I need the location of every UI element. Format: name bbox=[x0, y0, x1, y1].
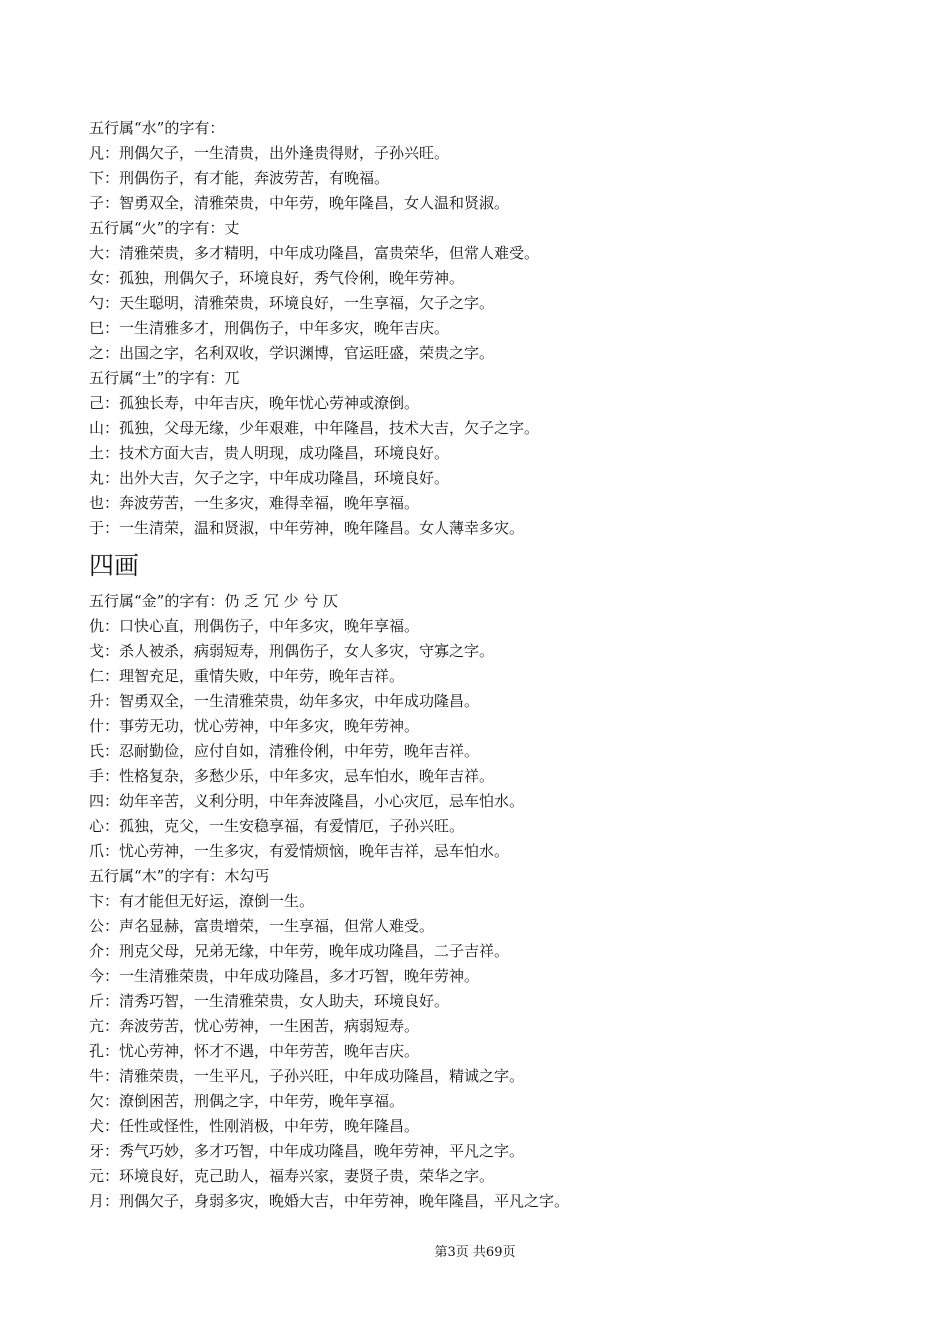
page-number-footer: 第3页 共69页 bbox=[434, 1245, 516, 1260]
character-entry: 牛：清雅荣贵，一生平凡，子孙兴旺，中年成功隆昌，精诚之字。 bbox=[89, 1067, 525, 1085]
element-group-title: 五行属“火”的字有：丈 bbox=[89, 219, 240, 237]
character-entry: 勺：天生聪明，清雅荣贵，环境良好，一生享福，欠子之字。 bbox=[89, 294, 495, 312]
character-entry: 今：一生清雅荣贵，中年成功隆昌，多才巧智，晚年劳神。 bbox=[89, 967, 480, 985]
character-entry: 山：孤独，父母无缘，少年艰难，中年隆昌，技术大吉，欠子之字。 bbox=[89, 419, 540, 437]
character-entry: 心：孤独，克父，一生安稳享福，有爱情厄，子孙兴旺。 bbox=[89, 817, 465, 835]
character-entry: 欠：潦倒困苦，刑偶之字，中年劳，晚年享福。 bbox=[89, 1092, 405, 1110]
character-entry: 四：幼年辛苦，义利分明，中年奔波隆昌，小心灾厄，忌车怕水。 bbox=[89, 792, 525, 810]
character-entry: 之：出国之字，名利双收，学识渊博，官运旺盛，荣贵之字。 bbox=[89, 344, 495, 362]
character-entry: 孔：忧心劳神，怀才不遇，中年劳苦，晚年吉庆。 bbox=[89, 1042, 420, 1060]
character-entry: 氏：忍耐勤俭，应付自如，清雅伶俐，中年劳，晚年吉祥。 bbox=[89, 742, 480, 760]
character-entry: 升：智勇双全，一生清雅荣贵，幼年多灾，中年成功隆昌。 bbox=[89, 692, 480, 710]
character-entry: 土：技术方面大吉，贵人明现，成功隆昌，环境良好。 bbox=[89, 444, 450, 462]
element-group-title: 五行属“金”的字有：仍 乏 冗 少 兮 仄 bbox=[89, 592, 339, 610]
character-entry: 子：智勇双全，清雅荣贵，中年劳，晚年隆昌，女人温和贤淑。 bbox=[89, 194, 510, 212]
section-heading: 四画 bbox=[89, 551, 140, 580]
character-entry: 斤：清秀巧智，一生清雅荣贵，女人助夫，环境良好。 bbox=[89, 992, 450, 1010]
character-entry: 手：性格复杂，多愁少乐，中年多灾，忌车怕水，晚年吉祥。 bbox=[89, 767, 495, 785]
character-entry: 爪：忧心劳神，一生多灾，有爱情烦恼，晚年吉祥，忌车怕水。 bbox=[89, 842, 510, 860]
character-entry: 牙：秀气巧妙，多才巧智，中年成功隆昌，晚年劳神，平凡之字。 bbox=[89, 1142, 525, 1160]
character-entry: 己：孤独长寿，中年吉庆，晚年忧心劳神或潦倒。 bbox=[89, 394, 420, 412]
character-entry: 戈：杀人被杀，病弱短寿，刑偶伤子，女人多灾，守寡之字。 bbox=[89, 642, 495, 660]
element-group-title: 五行属“土”的字有：兀 bbox=[89, 369, 240, 387]
character-entry: 亢：奔波劳苦，忧心劳神，一生困苦，病弱短寿。 bbox=[89, 1017, 420, 1035]
character-entry: 也：奔波劳苦，一生多灾，难得幸福，晚年享福。 bbox=[89, 494, 420, 512]
character-entry: 卞：有才能但无好运，潦倒一生。 bbox=[89, 892, 315, 910]
character-entry: 介：刑克父母，兄弟无缘，中年劳，晚年成功隆昌，二子吉祥。 bbox=[89, 942, 510, 960]
character-entry: 仁：理智充足，重情失败，中年劳，晚年吉祥。 bbox=[89, 667, 405, 685]
character-entry: 巳：一生清雅多才，刑偶伤子，中年多灾，晚年吉庆。 bbox=[89, 319, 450, 337]
character-entry: 元：环境良好，克己助人，福寿兴家，妻贤子贵，荣华之字。 bbox=[89, 1167, 495, 1185]
element-group-title: 五行属“木”的字有：木勾丐 bbox=[89, 867, 270, 885]
character-entry: 下：刑偶伤子，有才能，奔波劳苦，有晚福。 bbox=[89, 169, 390, 187]
character-entry: 月：刑偶欠子，身弱多灾，晚婚大吉，中年劳神，晚年隆昌，平凡之字。 bbox=[89, 1192, 570, 1210]
character-entry: 公：声名显赫，富贵增荣，一生享福，但常人难受。 bbox=[89, 917, 435, 935]
character-entry: 女：孤独，刑偶欠子，环境良好，秀气伶俐，晚年劳神。 bbox=[89, 269, 465, 287]
element-group-title: 五行属“水”的字有： bbox=[89, 119, 225, 137]
character-entry: 于：一生清荣，温和贤淑，中年劳神，晚年隆昌。女人薄幸多灾。 bbox=[89, 519, 525, 537]
character-entry: 丸：出外大吉，欠子之字，中年成功隆昌，环境良好。 bbox=[89, 469, 450, 487]
character-entry: 仇：口快心直，刑偶伤子，中年多灾，晚年享福。 bbox=[89, 617, 420, 635]
character-entry: 犬：任性或怪性，性刚消极，中年劳，晚年隆昌。 bbox=[89, 1117, 420, 1135]
character-entry: 什：事劳无功，忧心劳神，中年多灾，晚年劳神。 bbox=[89, 717, 420, 735]
character-entry: 凡：刑偶欠子，一生清贵，出外逢贵得财，子孙兴旺。 bbox=[89, 144, 450, 162]
character-entry: 大：清雅荣贵，多才精明，中年成功隆昌，富贵荣华，但常人难受。 bbox=[89, 244, 540, 262]
